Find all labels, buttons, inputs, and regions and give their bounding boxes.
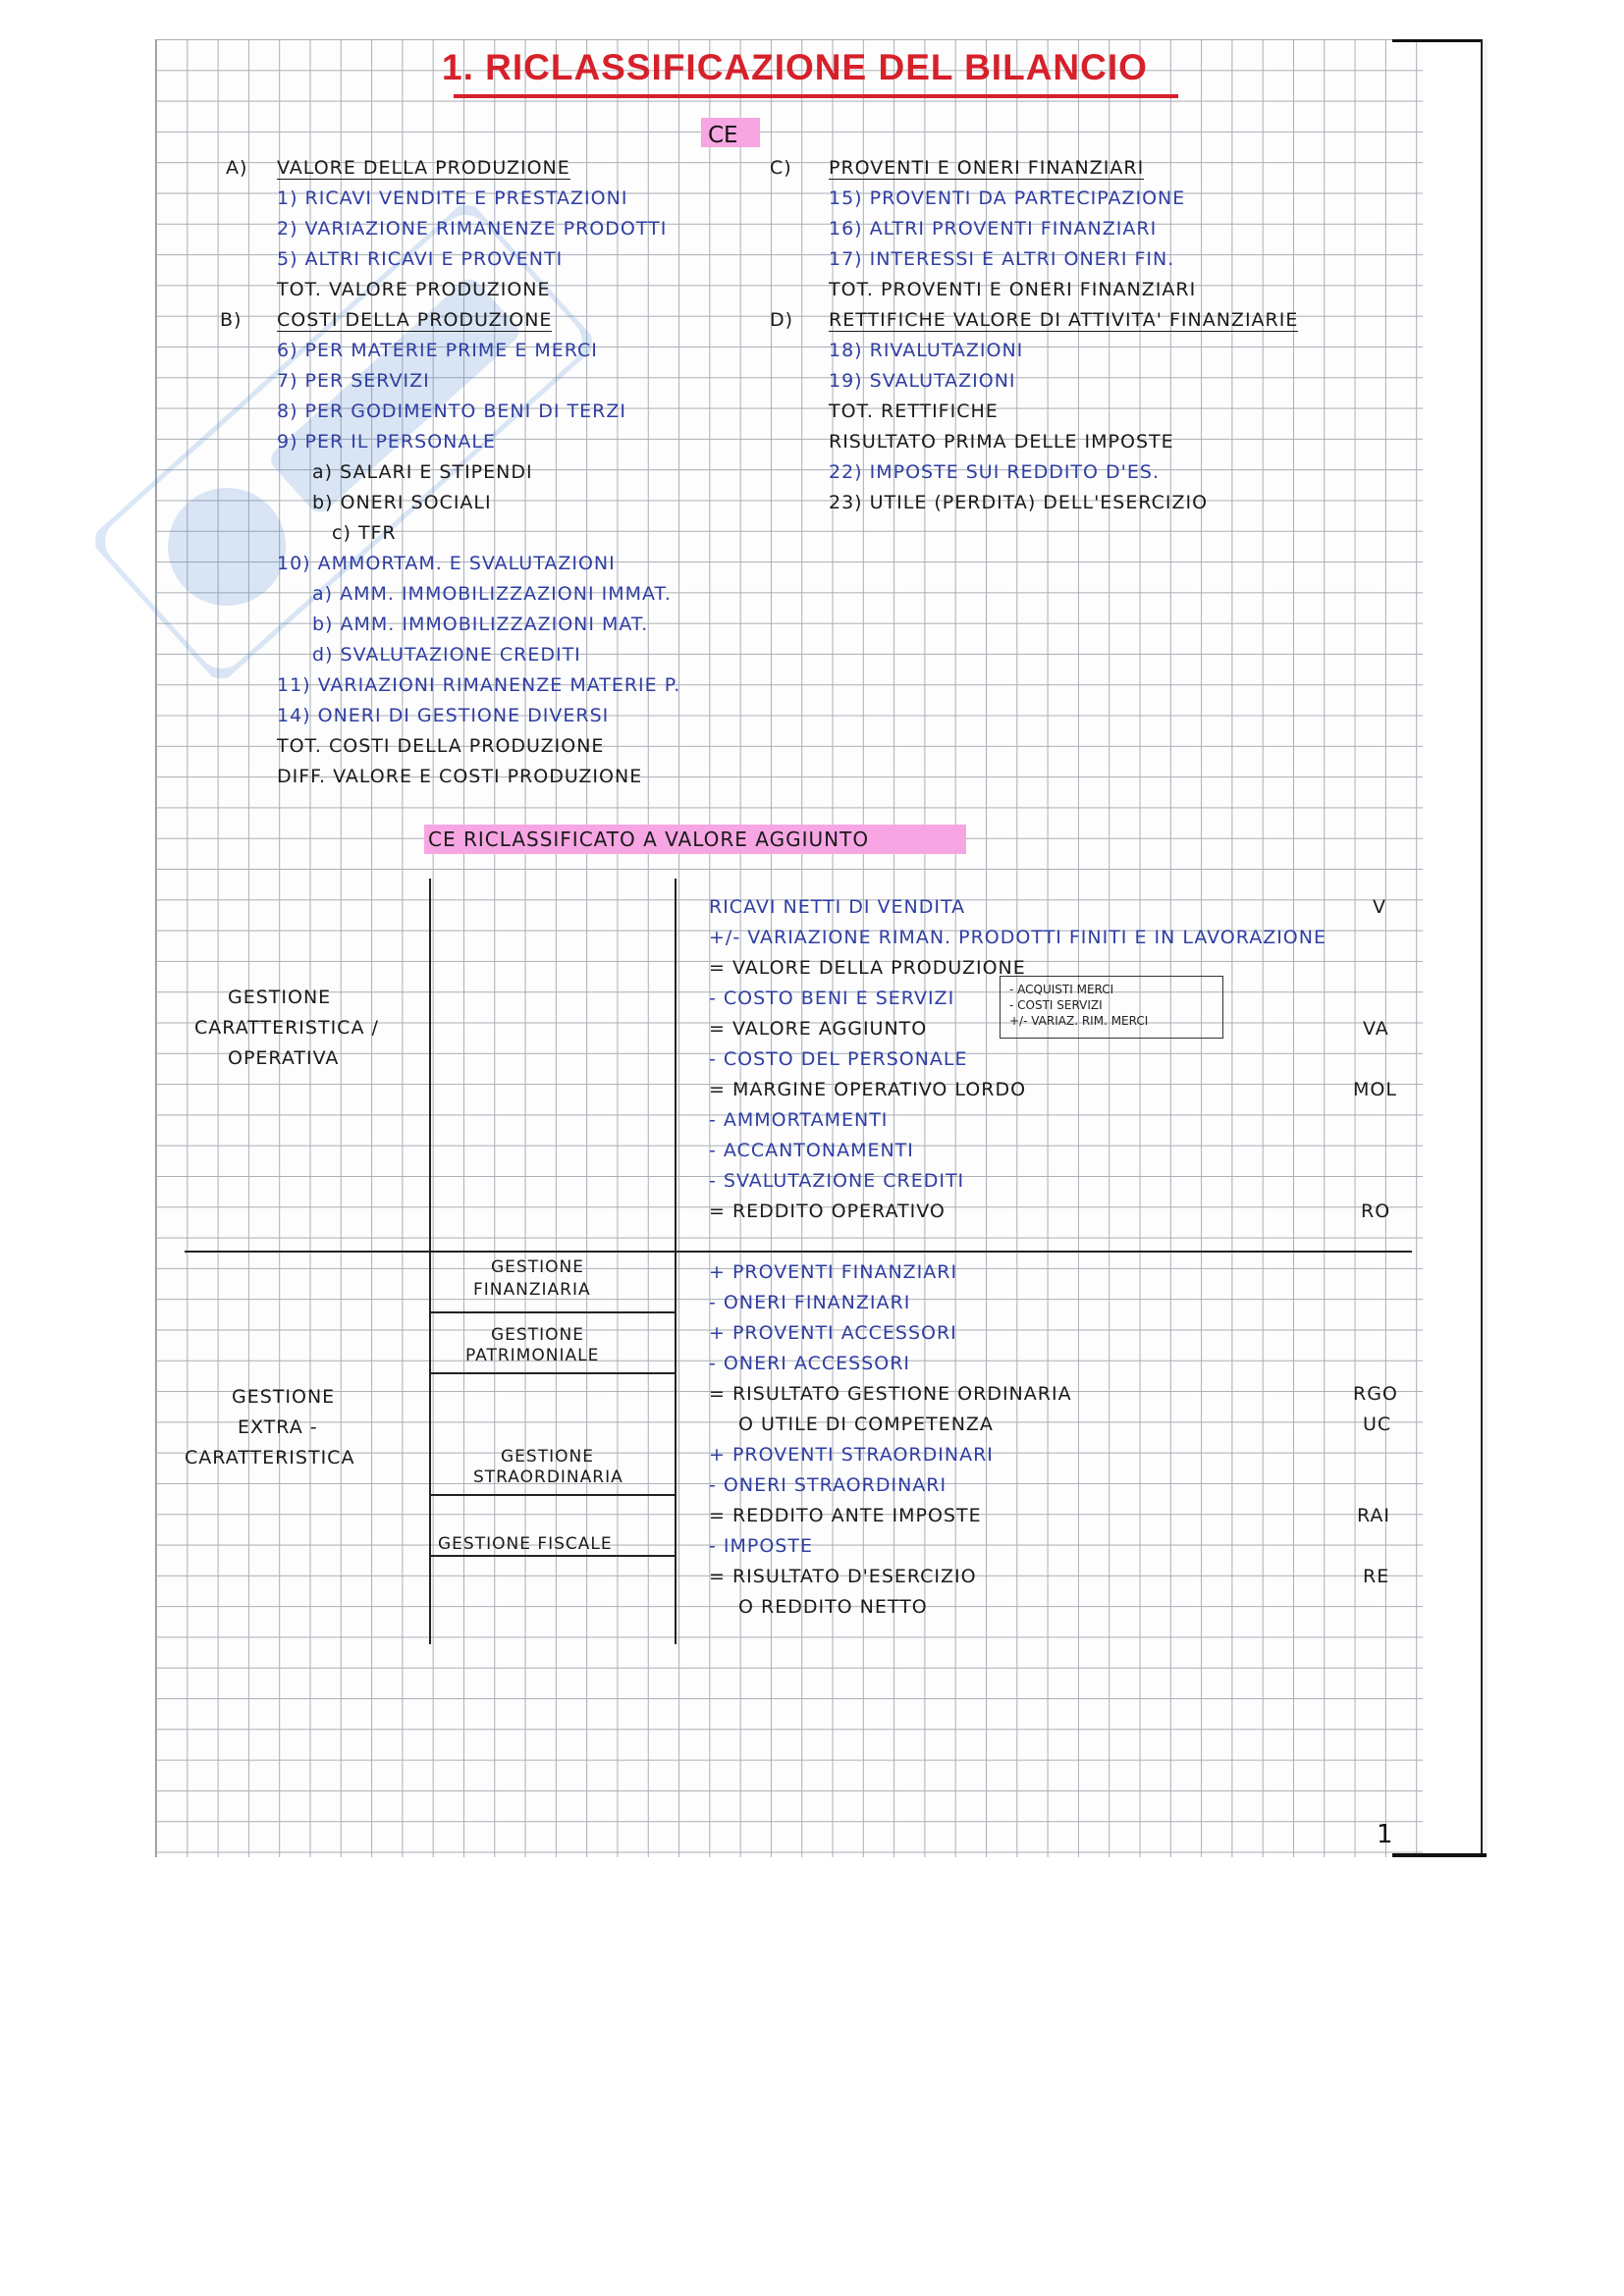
- left-line: 9) PER IL PERSONALE: [277, 431, 496, 453]
- gestione-label: GESTIONE: [228, 987, 332, 1008]
- va-row: O UTILE DI COMPETENZA: [738, 1414, 994, 1435]
- gestione-label: OPERATIVA: [228, 1047, 340, 1069]
- subdivider: [429, 1494, 675, 1496]
- left-line: 2) VARIAZIONE RIMANENZE PRODOTTI: [277, 218, 668, 240]
- section-b-title: COSTI DELLA PRODUZIONE: [277, 309, 553, 331]
- right-line: RISULTATO PRIMA DELLE IMPOSTE: [829, 431, 1174, 453]
- abbr-label: RO: [1361, 1201, 1391, 1222]
- va-row: = REDDITO OPERATIVO: [709, 1201, 946, 1222]
- va-row: - ONERI FINANZIARI: [709, 1292, 911, 1313]
- subdivider: [429, 1555, 675, 1557]
- left-line-total: TOT. COSTI DELLA PRODUZIONE: [277, 735, 605, 757]
- va-row: = RISULTATO D'ESERCIZIO: [709, 1566, 977, 1587]
- sub-gestione-label: STRAORDINARIA: [473, 1468, 623, 1487]
- left-line: 1) RICAVI VENDITE E PRESTAZIONI: [277, 187, 628, 209]
- abbr-label: RE: [1363, 1566, 1390, 1587]
- abbr-label: V: [1373, 896, 1386, 918]
- left-line: b) AMM. IMMOBILIZZAZIONI MAT.: [312, 614, 649, 635]
- abbr-label: RGO: [1353, 1383, 1398, 1405]
- va-row: - COSTO BENI E SERVIZI: [709, 988, 955, 1009]
- left-line: 6) PER MATERIE PRIME E MERCI: [277, 340, 598, 361]
- subdivider: [429, 1372, 675, 1374]
- page-edge-bottom: [1392, 1853, 1487, 1857]
- abbr-label: UC: [1363, 1414, 1392, 1435]
- left-line-diff: DIFF. VALORE E COSTI PRODUZIONE: [277, 766, 643, 787]
- gestione-label: CARATTERISTICA /: [194, 1017, 379, 1039]
- left-line: a) SALARI E STIPENDI: [312, 461, 533, 483]
- va-row: +/- VARIAZIONE RIMAN. PRODOTTI FINITI E IN LAVORAZIONE: [709, 927, 1326, 948]
- left-line: b) ONERI SOCIALI: [312, 492, 492, 513]
- divider-right: [675, 879, 677, 1644]
- bracket-note: +/- VARIAZ. RIM. MERCI: [1009, 1014, 1149, 1028]
- gestione-label: CARATTERISTICA: [185, 1447, 355, 1468]
- va-row: = VALORE DELLA PRODUZIONE: [709, 957, 1026, 979]
- sub-gestione-label: GESTIONE: [491, 1257, 584, 1277]
- gestione-label: GESTIONE: [232, 1386, 336, 1408]
- left-line-total: TOT. VALORE PRODUZIONE: [277, 279, 551, 300]
- subdivider: [429, 1311, 675, 1313]
- section-b-letter: B): [220, 309, 243, 331]
- left-line: 10) AMMORTAM. E SVALUTAZIONI: [277, 553, 616, 574]
- left-line: 14) ONERI DI GESTIONE DIVERSI: [277, 705, 610, 726]
- ce-label: CE: [708, 123, 738, 148]
- va-row: = RISULTATO GESTIONE ORDINARIA: [709, 1383, 1072, 1405]
- title-underline: [454, 94, 1178, 98]
- left-line: 7) PER SERVIZI: [277, 370, 430, 392]
- section-c-title: PROVENTI E ONERI FINANZIARI: [829, 157, 1145, 179]
- page-title: 1. RICLASSIFICAZIONE DEL BILANCIO: [442, 47, 1148, 87]
- right-line: 19) SVALUTAZIONI: [829, 370, 1016, 392]
- right-line: 22) IMPOSTE SUI REDDITO D'ES.: [829, 461, 1160, 483]
- sub-gestione-label: PATRIMONIALE: [465, 1346, 600, 1365]
- left-line: 11) VARIAZIONI RIMANENZE MATERIE P.: [277, 674, 681, 696]
- right-line: 17) INTERESSI E ALTRI ONERI FIN.: [829, 248, 1175, 270]
- va-row: - COSTO DEL PERSONALE: [709, 1048, 968, 1070]
- va-title: CE RICLASSIFICATO A VALORE AGGIUNTO: [428, 828, 870, 851]
- section-divider: [185, 1251, 1412, 1253]
- right-line-total: TOT. PROVENTI E ONERI FINANZIARI: [829, 279, 1197, 300]
- va-row: = MARGINE OPERATIVO LORDO: [709, 1079, 1027, 1100]
- va-row: = VALORE AGGIUNTO: [709, 1018, 928, 1040]
- va-row: - ONERI STRAORDINARI: [709, 1474, 947, 1496]
- va-row: = REDDITO ANTE IMPOSTE: [709, 1505, 982, 1526]
- left-line: 5) ALTRI RICAVI E PROVENTI: [277, 248, 564, 270]
- section-a-title: VALORE DELLA PRODUZIONE: [277, 157, 570, 179]
- left-line: d) SVALUTAZIONE CREDITI: [312, 644, 581, 666]
- section-d-title: RETTIFICHE VALORE DI ATTIVITA' FINANZIARIE: [829, 309, 1299, 331]
- va-row: - ONERI ACCESSORI: [709, 1353, 910, 1374]
- right-line: 18) RIVALUTAZIONI: [829, 340, 1024, 361]
- va-row: + PROVENTI STRAORDINARI: [709, 1444, 994, 1466]
- va-row: - ACCANTONAMENTI: [709, 1140, 914, 1161]
- divider-left: [429, 879, 431, 1644]
- section-c-letter: C): [770, 157, 792, 179]
- sub-gestione-label: GESTIONE: [491, 1325, 584, 1345]
- bracket-note: - COSTI SERVIZI: [1009, 998, 1103, 1012]
- page-edge-right: [1481, 39, 1488, 1857]
- section-d-letter: D): [770, 309, 794, 331]
- right-line: 16) ALTRI PROVENTI FINANZIARI: [829, 218, 1158, 240]
- right-line: 15) PROVENTI DA PARTECIPAZIONE: [829, 187, 1186, 209]
- va-row: + PROVENTI ACCESSORI: [709, 1322, 957, 1344]
- sub-gestione-label: FINANZIARIA: [473, 1280, 591, 1300]
- page-number: 1: [1377, 1820, 1393, 1849]
- left-line: a) AMM. IMMOBILIZZAZIONI IMMAT.: [312, 583, 672, 605]
- page-edge-top: [1392, 39, 1487, 42]
- gestione-label: EXTRA -: [238, 1416, 318, 1438]
- va-row: - SVALUTAZIONE CREDITI: [709, 1170, 965, 1192]
- sub-gestione-label: GESTIONE: [501, 1447, 594, 1467]
- va-row: O REDDITO NETTO: [738, 1596, 928, 1618]
- abbr-label: RAI: [1357, 1505, 1391, 1526]
- left-line: c) TFR: [332, 522, 397, 544]
- sub-gestione-label: GESTIONE FISCALE: [438, 1534, 613, 1554]
- va-row: - AMMORTAMENTI: [709, 1109, 889, 1131]
- right-line-total: TOT. RETTIFICHE: [829, 400, 999, 422]
- abbr-label: VA: [1363, 1018, 1389, 1040]
- left-line: 8) PER GODIMENTO BENI DI TERZI: [277, 400, 626, 422]
- right-line: 23) UTILE (PERDITA) DELL'ESERCIZIO: [829, 492, 1209, 513]
- bracket-note: - ACQUISTI MERCI: [1009, 983, 1114, 996]
- abbr-label: MOL: [1353, 1079, 1397, 1100]
- section-a-letter: A): [226, 157, 248, 179]
- va-row: RICAVI NETTI DI VENDITA: [709, 896, 966, 918]
- va-row: + PROVENTI FINANZIARI: [709, 1261, 958, 1283]
- va-row: - IMPOSTE: [709, 1535, 813, 1557]
